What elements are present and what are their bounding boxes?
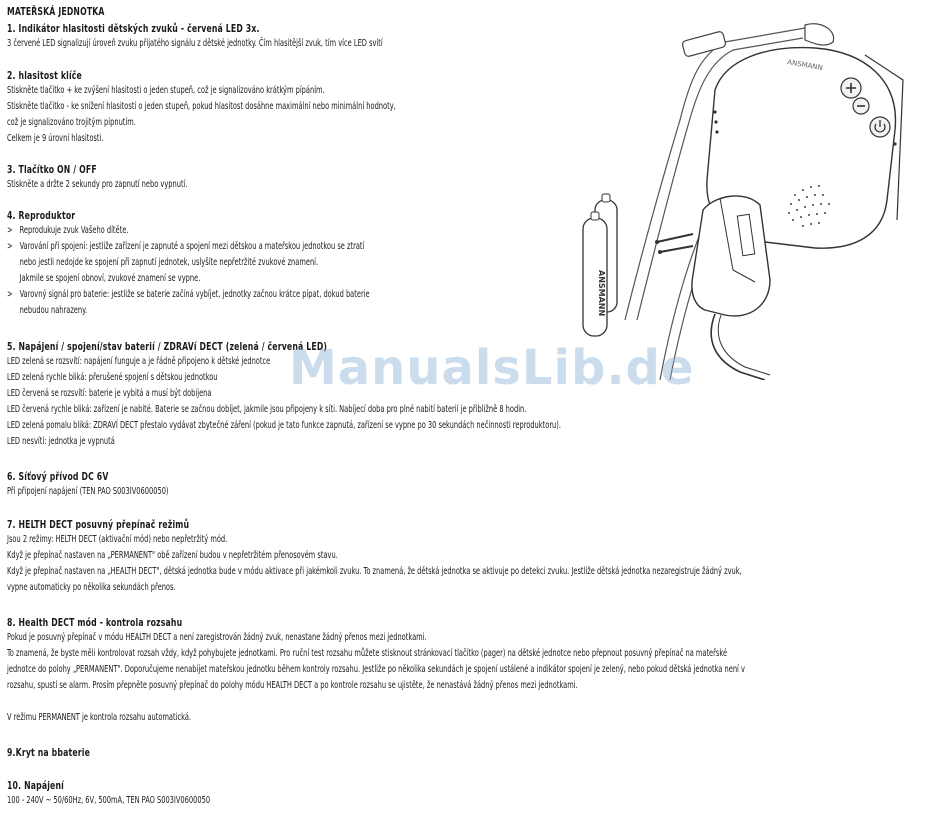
section-text: rozsahu, spustí se alarm. Prosím přepněte posuvný přepínač do polohy módu HEALTH DECT a po kontrole rozsahu se ujistěte, že nenastává žádný přenos mezi jednotkami. [7, 680, 578, 691]
led-indicator [715, 130, 718, 133]
section-text: LED nesvítí: jednotka je vypnutá [7, 436, 115, 447]
watermark: ManualsLib.de [289, 340, 695, 396]
section-dc-input [7, 470, 225, 500]
section-heading: 10. Napájení [7, 780, 64, 792]
section-text: V režimu PERMANENT je kontrola rozsahu automatická. [7, 712, 192, 723]
section-volume-keys [7, 69, 532, 147]
section-mode-switch [7, 518, 950, 596]
section-text: 100 - 240V ~ 50/60Hz, 6V, 500mA, TEN PAO S003IV0600050 [7, 795, 211, 806]
section-heading: 5. Napájení / spojení/stav baterií / ZDRAVí DECT (zelená / červená LED) [7, 341, 328, 353]
section-heading: 4. Reproduktor [7, 210, 76, 222]
section-heading: 6. Síťový přívod DC 6V [7, 471, 109, 483]
bullet-mark [7, 271, 20, 287]
section-text: 3 červené LED signalizují úroveň zvuku přijatého signálu z dětské jednotky. Čím hlasitější zvuk, tím více LED svítí [7, 38, 383, 49]
section-text: Stiskněte a držte 2 sekundy pro zapnutí nebo vypnutí. [7, 179, 188, 190]
section-text [7, 694, 745, 710]
bullet-text: Jakmile se spojení obnoví, zvukové znamení se vypne. [19, 273, 201, 284]
battery-brand-text: ANSMANN [597, 270, 606, 317]
bullet-item [7, 255, 370, 271]
section-text: Pokud je posuvný přepínač v módu HEALTH DECT a není zaregistrován žádný zvuk, nenastane žádný přenos mezi jednotkami. [7, 632, 427, 643]
bullet-mark [7, 303, 20, 319]
section-text: LED červená rychle bliká: zařízení je nabité. Baterie se začnou dobíjet, jakmile jsou připojeny k síti. Nabíjecí doba pro plné nabití baterií je přibližně 8 hodin. [7, 404, 527, 415]
bullet-mark: > [7, 225, 13, 236]
bullet-text: Varování při spojení: jestliže zařízení je zapnuté a spojení mezi dětskou a mateřskou jednotkou se ztratí [19, 241, 365, 252]
section-on-off-button [7, 163, 251, 193]
document-title: MATEŘSKÁ JEDNOTKA [7, 6, 105, 18]
bullet-text: Varovný signál pro baterie: jestliže se baterie začíná vybíjet, jednotky začnou krátce pípat, dokud baterie [19, 289, 370, 300]
bullet-item [7, 287, 370, 303]
section-heading: 8. Health DECT mód - kontrola rozsahu [7, 617, 183, 629]
led-indicator [714, 120, 717, 123]
section-text: což je signalizováno trojitým pípnutím. [7, 117, 136, 128]
section-volume-indicator [7, 22, 515, 52]
section-text: Jsou 2 režimy: HELTH DECT (aktivační mód) nebo nepřetržitý mód. [7, 534, 228, 545]
bullet-item [7, 223, 370, 239]
bullet-item [7, 239, 370, 255]
section-heading: 9.Kryt na bbaterie [7, 747, 90, 759]
section-battery-cover [7, 746, 108, 760]
bullet-text: Reprodukuje zvuk Vašeho dítěte. [19, 225, 129, 236]
section-speaker [7, 209, 497, 319]
batteries [583, 194, 617, 336]
section-heading: 3. Tlačítko ON / OFF [7, 164, 97, 176]
section-text: Celkem je 9 úrovní hlasitosti. [7, 133, 104, 144]
section-text: LED červená se rozsvítí: baterie je vybitá a musí být dobijena [7, 388, 212, 399]
section-text: Stiskněte tlačítko - ke snížení hlasitosti o jeden stupeň, pokud hlasitost dosáhne maximální nebo minimální hodnoty, [7, 101, 396, 112]
bullet-mark [7, 255, 20, 271]
bullet-text: nebudou nahrazeny. [19, 305, 88, 316]
status-led [893, 142, 896, 145]
section-text: vypne automaticky po několika sekundách přenos. [7, 582, 176, 593]
section-heading: 2. hlasitost klíče [7, 70, 82, 82]
section-power-supply [7, 779, 281, 809]
bullet-item [7, 303, 370, 319]
section-range-check [7, 616, 950, 726]
section-heading: 1. Indikátor hlasitosti dětských zvuků - červená LED 3x. [7, 23, 260, 35]
section-text: jednotce do polohy „PERMANENT". Doporučujeme nenabíjet mateřskou jednotku během kontroly rozsahu. Jestliže po několika sekundách je spojení ustálené a indikátor spojení je zelený, nebo pokud dětská jednotka není v [7, 664, 745, 675]
section-text: LED zelená rychle bliká: přerušené spojení s dětskou jednotkou [7, 372, 218, 383]
section-text: Při připojení napájení (TEN PAO S003IV0600050) [7, 486, 169, 497]
bullet-text: nebo jestli nedojde ke spojení při zapnutí jednotek, uslyšíte nepřetržité zvukové znamení. [19, 257, 319, 268]
section-text: Stiskněte tlačítko + ke zvýšení hlasitosti o jeden stupeň, což je signalizováno krátkým pípáním. [7, 85, 325, 96]
section-heading: 7. HELTH DECT posuvný přepínač režimů [7, 519, 190, 531]
parent-unit-illustration [565, 20, 905, 380]
led-indicator [713, 110, 716, 113]
section-text: LED zelená pomalu bliká: ZDRAVÍ DECT přestalo vydávat zbytečné záření (pokud je tato funkce zapnutá, zařízení se vypne po 30 sekundách nečinnosti reproduktoru). [7, 420, 561, 431]
section-text: Když je přepínač nastaven na „PERMANENT" obě zařízení budou v nepřetržitém přenosovém stavu. [7, 550, 338, 561]
bullet-mark: > [7, 289, 13, 300]
section-text: To znamená, že byste měli kontrolovat rozsah vždy, když pohybujete jednotkami. Pro ruční test rozsahu můžete stisknout stránkovací tlačítko (pager) na dětské jednotce nebo přepnout posuvný přepínač na mateřské [7, 648, 728, 659]
section-text: Když je přepínač nastaven na „HEALTH DECT", dětská jednotka bude v módu aktivace při jakémkoli zvuku. To znamená, že dětská jednotka se aktivuje po detekci zvuku. Jestliže dětská jednotka nezaregistruje žádný zvuk, [7, 566, 742, 577]
section-text: LED zelená se rozsvítí: napájení funguje a je řádně připojeno k dětské jednotce [7, 356, 271, 367]
brand-logo: ANSMANN [786, 58, 824, 73]
bullet-mark: > [7, 241, 13, 252]
bullet-item [7, 271, 370, 287]
